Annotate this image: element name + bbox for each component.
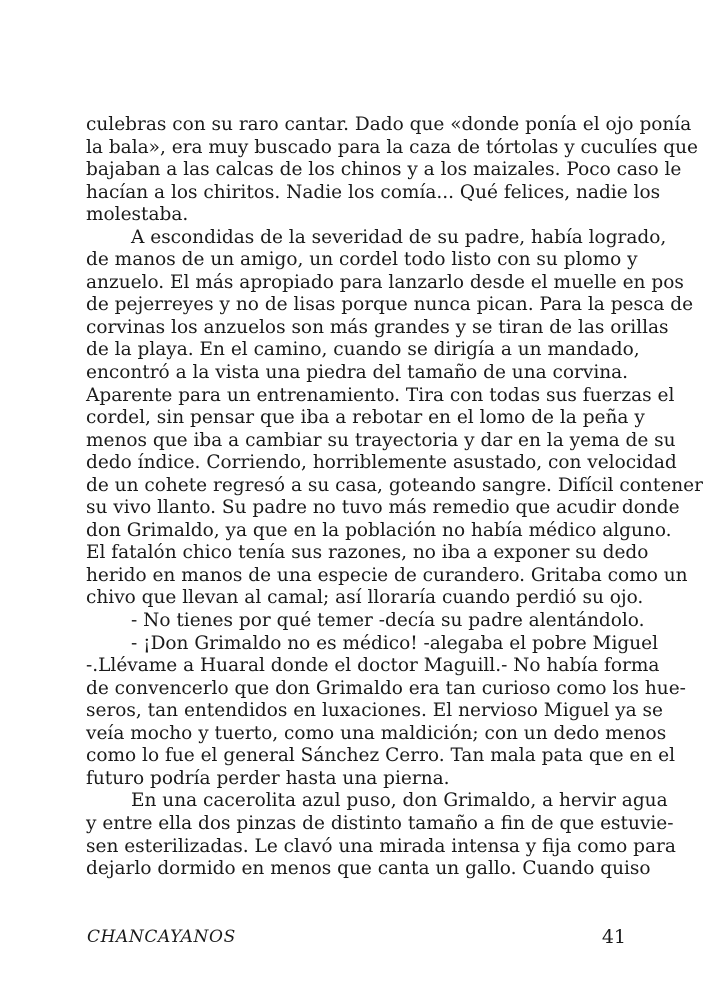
text-line: corvinas los anzuelos son más grandes y se tiran de las orillas bbox=[86, 316, 669, 338]
text-line: herido en manos de una especie de curandero. Gritaba como un bbox=[86, 564, 688, 586]
text-line: de convencerlo que don Grimaldo era tan curioso como los hue- bbox=[86, 677, 686, 699]
text-line: dejarlo dormido en menos que canta un gallo. Cuando quiso bbox=[86, 858, 651, 880]
text-line: - ¡Don Grimaldo no es médico! -alegaba el pobre Miguel bbox=[131, 632, 659, 654]
text-line: El fatalón chico tenía sus razones, no iba a exponer su dedo bbox=[86, 542, 649, 564]
page-number: 41 bbox=[601, 926, 626, 948]
text-line: bajaban a las calcas de los chinos y a los maizales. Poco caso le bbox=[86, 159, 682, 181]
text-line: como lo fue el general Sánchez Cerro. Tan mala pata que en el bbox=[86, 745, 676, 767]
text-line: de un cohete regresó a su casa, goteando sangre. Difícil contener bbox=[86, 474, 703, 496]
running-footer-title: CHANCAYANOS bbox=[87, 927, 236, 947]
text-line: anzuelo. El más apropiado para lanzarlo desde el muelle en pos bbox=[86, 271, 684, 293]
text-line: menos que iba a cambiar su trayectoria y dar en la yema de su bbox=[86, 429, 676, 451]
text-line: su vivo llanto. Su padre no tuvo más remedio que acudir donde bbox=[86, 497, 680, 519]
text-line: la bala», era muy buscado para la caza de tórtolas y cuculíes que bbox=[86, 136, 698, 158]
text-line: molestaba. bbox=[86, 204, 189, 226]
text-line: futuro podría perder hasta una pierna. bbox=[86, 767, 450, 789]
text-line: sen esterilizadas. Le clavó una mirada intensa y fija como para bbox=[86, 835, 676, 857]
text-line: dedo índice. Corriendo, horriblemente asustado, con velocidad bbox=[86, 452, 677, 474]
text-line: -.Llévame a Huaral donde el doctor Maguill.- No había forma bbox=[86, 655, 660, 677]
text-line: hacían a los chiritos. Nadie los comía... Qué felices, nadie los bbox=[86, 181, 661, 203]
text-line: cordel, sin pensar que iba a rebotar en el lomo de la peña y bbox=[86, 407, 645, 429]
text-line: encontró a la vista una piedra del tamaño de una corvina. bbox=[86, 362, 629, 384]
text-line: Aparente para un entrenamiento. Tira con todas sus fuerzas el bbox=[86, 384, 675, 406]
text-line: - No tienes por qué temer -decía su padre alentándolo. bbox=[131, 610, 645, 632]
text-line: de pejerreyes y no de lisas porque nunca pican. Para la pesca de bbox=[86, 294, 694, 316]
text-line: y entre ella dos pinzas de distinto tamaño a fin de que estuvie- bbox=[86, 812, 674, 834]
text-line: culebras con su raro cantar. Dado que «donde ponía el ojo ponía bbox=[86, 114, 692, 135]
text-line: don Grimaldo, ya que en la población no había médico alguno. bbox=[86, 519, 672, 541]
text-line: chivo que llevan al camal; así lloraría cuando perdió su ojo. bbox=[86, 587, 644, 609]
text-line: A escondidas de la severidad de su padre, había logrado, bbox=[131, 226, 667, 248]
text-line: de manos de un amigo, un cordel todo listo con su plomo y bbox=[86, 249, 638, 271]
text-line: de la playa. En el camino, cuando se dirigía a un mandado, bbox=[86, 339, 640, 361]
text-line: seros, tan entendidos en luxaciones. El nervioso Miguel ya se bbox=[86, 700, 663, 722]
body-text bbox=[86, 114, 703, 881]
text-line: veía mocho y tuerto, como una maldición; con un dedo menos bbox=[86, 722, 667, 744]
text-line: En una cacerolita azul puso, don Grimaldo, a hervir agua bbox=[131, 790, 668, 812]
